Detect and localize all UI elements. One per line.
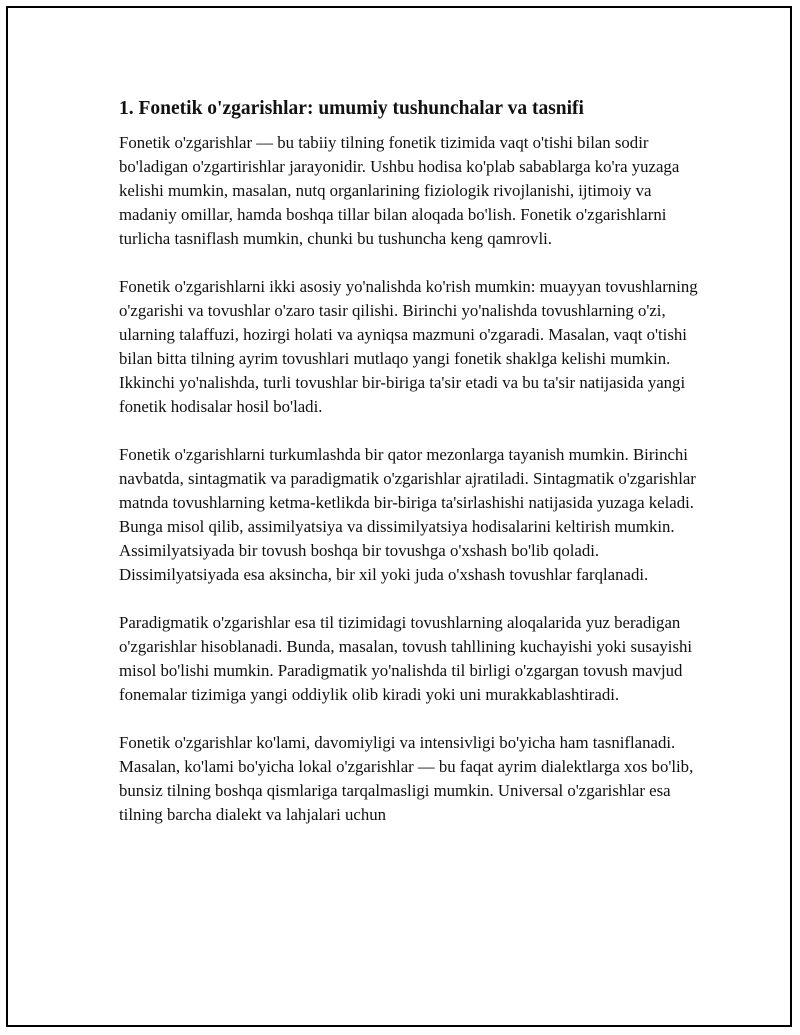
- document-body: [119, 96, 699, 827]
- paragraph-1: Fonetik o'zgarishlar — bu tabiiy tilning fonetik tizimida vaqt o'tishi bilan sodir bo'ladigan o'zgartirishlar jarayonidir. Ushbu hodisa ko'plab sabablarga ko'ra yuzaga kelishi mumkin, masalan, nutq organlarining fiziologik rivojlanishi, ijtimoiy va madaniy omillar, hamda boshqa tillar bilan aloqada bo'lish. Fonetik o'zgarishlarni turlicha tasniflash mumkin, chunki bu tushuncha keng qamrovli.: [119, 133, 680, 248]
- section-heading: 1. Fonetik o'zgarishlar: umumiy tushunchalar va tasnifi: [119, 98, 584, 119]
- paragraph-5: Fonetik o'zgarishlar ko'lami, davomiyligi va intensivligi bo'yicha ham tasniflanadi. Masalan, ko'lami bo'yicha lokal o'zgarishlar — bu faqat ayrim dialektlarga xos bo'lib, bunsiz tilning boshqa qismlariga tarqalmasligi mumkin. Universal o'zgarishlar esa tilning barcha dialekt va lahjalari uchun: [119, 733, 694, 824]
- paragraph-4: Paradigmatik o'zgarishlar esa til tizimidagi tovushlarning aloqalarida yuz beradigan o'zgarishlar hisoblanadi. Bunda, masalan, tovush tahllining kuchayishi yoki susayishi misol bo'lishi mumkin. Paradigmatik yo'nalishda til birligi o'zgargan tovush mavjud fonemalar tizimiga yangi oddiylik olib kiradi yoki uni murakkablashtiradi.: [119, 613, 693, 704]
- paragraph-3: Fonetik o'zgarishlarni turkumlashda bir qator mezonlarga tayanish mumkin. Birinchi navbatda, sintagmatik va paradigmatik o'zgarishlar ajratiladi. Sintagmatik o'zgarishlar matnda tovushlarning ketma-ketlikda bir-biriga ta'sirlashishi natijasida yuzaga keladi. Bunga misol qilib, assimilyatsiya va dissimilyatsiya hodisalarini keltirish mumkin. Assimilyatsiyada bir tovush boshqa bir tovushga o'xshash bo'lib qoladi. Dissimilyatsiyada esa aksincha, bir xil yoki juda o'xshash tovushlar farqlanadi.: [119, 445, 696, 584]
- paragraph-2: Fonetik o'zgarishlarni ikki asosiy yo'nalishda ko'rish mumkin: muayyan tovushlarning o'zgarishi va tovushlar o'zaro tasir qilishi. Birinchi yo'nalishda tovushlarning o'zi, ularning talaffuzi, hozirgi holati va ayniqsa mazmuni o'zgaradi. Masalan, vaqt o'tishi bilan bitta tilning ayrim tovushlari mutlaqo yangi fonetik shaklga kelishi mumkin. Ikkinchi yo'nalishda, turli tovushlar bir-biriga ta'sir etadi va bu ta'sir natijasida yangi fonetik hodisalar hosil bo'ladi.: [119, 277, 698, 416]
- page-frame: [6, 6, 792, 1027]
